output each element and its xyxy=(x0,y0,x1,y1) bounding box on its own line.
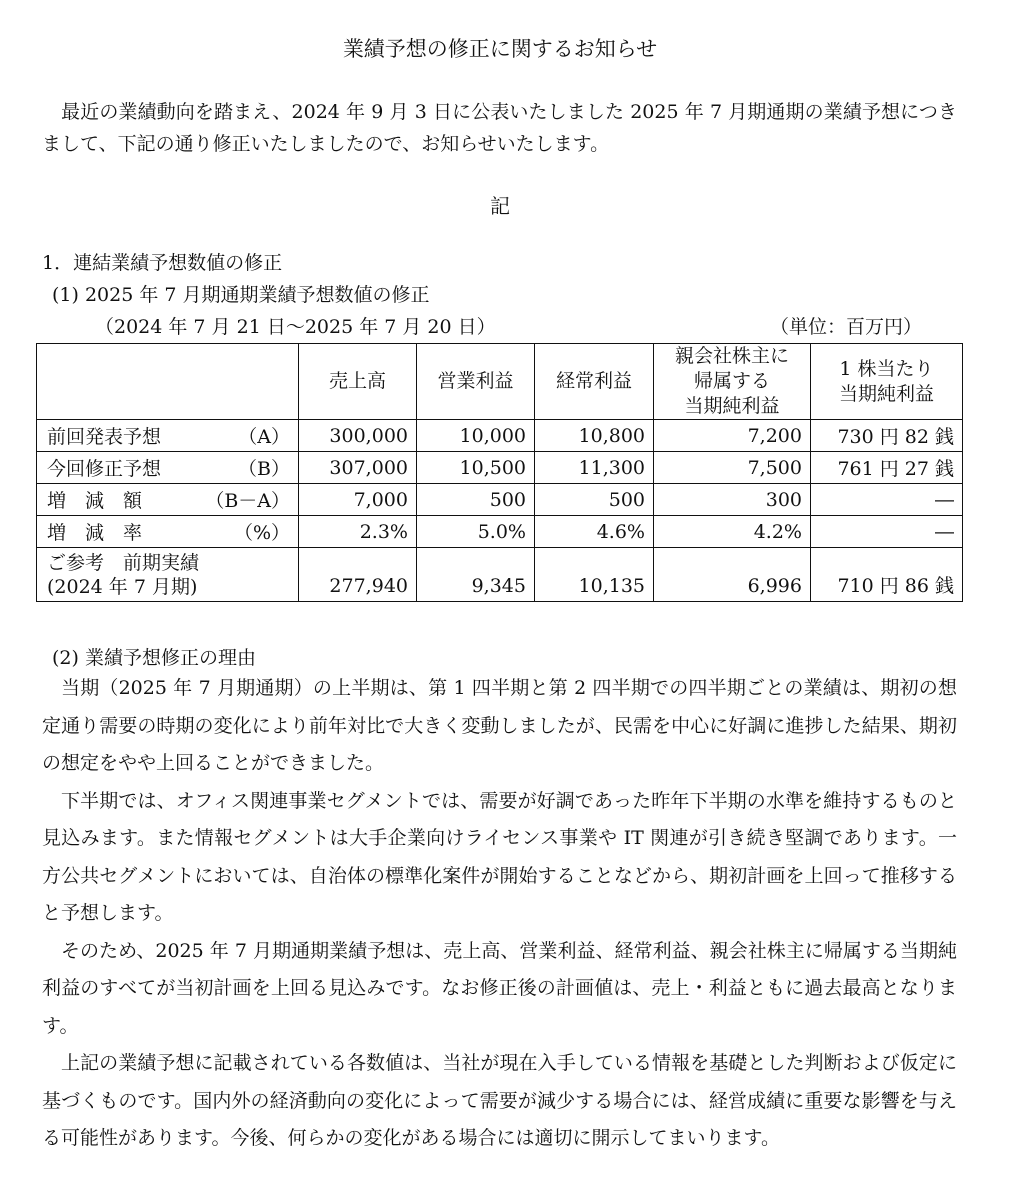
table-cell: 7,200 xyxy=(654,420,811,452)
table-cell: 5.0% xyxy=(417,516,535,548)
table-cell: 761 円 27 銭 xyxy=(811,452,963,484)
period-label: （2024 年 7 月 21 日～2025 年 7 月 20 日） xyxy=(95,316,496,338)
table-cell: 500 xyxy=(535,484,654,516)
table-cell: 2.3% xyxy=(299,516,417,548)
document-title: 業績予想の修正に関するお知らせ xyxy=(342,37,658,61)
table-cell: 300 xyxy=(654,484,811,516)
row-label-text: ご参考 前期実績 xyxy=(47,551,200,574)
row-label-suffix: （B） xyxy=(238,458,290,480)
reason-paragraph: 下半期では、オフィス関連事業セグメントでは、需要が好調であった昨年下半期の水準を維持するものと見込みます。また情報セグメントは大手企業向けライセンス事業や IT 関連が引き続き堅調であります。一方公共セグメントにおいては、自治体の標準化案件が開始することなどから、期初計画を上回って推移すると予想します。 xyxy=(42,789,957,924)
table-cell: 6,996 xyxy=(654,548,811,602)
header-cell xyxy=(37,344,299,420)
table-cell: 10,135 xyxy=(535,548,654,602)
row-label xyxy=(37,452,299,484)
intro-paragraph xyxy=(42,97,957,160)
table-row xyxy=(37,548,963,602)
section1-heading: 1．連結業績予想数値の修正 xyxy=(42,252,283,274)
header-cell xyxy=(811,344,963,420)
intro-text: 最近の業績動向を踏まえ、2024 年 9 月 3 日に公表いたしました 2025 年 7 月期通期の業績予想につきまして、下記の通り修正いたしましたので、お知らせいたします。 xyxy=(42,101,957,155)
row-label xyxy=(37,420,299,452)
header-cell xyxy=(417,344,535,420)
table-row xyxy=(37,420,963,452)
header-eps: 1 株当たり 当期純利益 xyxy=(838,357,934,405)
table-cell: 10,500 xyxy=(417,452,535,484)
table-cell: 300,000 xyxy=(299,420,417,452)
table-cell: 710 円 86 銭 xyxy=(811,548,963,602)
row-label-line2: (2024 年 7 月期) xyxy=(47,575,198,598)
row-label xyxy=(37,516,299,548)
row-label-suffix: （B－A） xyxy=(205,490,290,512)
header-cell xyxy=(299,344,417,420)
table-cell: ― xyxy=(811,516,963,548)
row-label xyxy=(37,484,299,516)
reason-paragraph: 当期（2025 年 7 月期通期）の上半期は、第 1 四半期と第 2 四半期での四半期ごとの業績は、期初の想定通り需要の時期の変化により前年対比で大きく変動しましたが、民需を中心に好調に進捗した結果、期初の想定をやや上回ることができました。 xyxy=(42,677,957,774)
reason-paragraph: 上記の業績予想に記載されている各数値は、当社が現在入手している情報を基礎とした判断および仮定に基づくものです。国内外の経済動向の変化によって需要が減少する場合には、経営成績に重要な影響を与える可能性があります。今後、何らかの変化がある場合には適切に開示してまいります。 xyxy=(42,1052,957,1149)
table-cell: 7,500 xyxy=(654,452,811,484)
table-cell: 10,800 xyxy=(535,420,654,452)
table-cell: 277,940 xyxy=(299,548,417,602)
table-cell: ― xyxy=(811,484,963,516)
row-label-suffix: （A） xyxy=(238,426,290,448)
row-label-text: 今回修正予想 xyxy=(47,458,162,480)
table-cell: 307,000 xyxy=(299,452,417,484)
row-label xyxy=(37,548,299,602)
row-label-text: 増 減 率 xyxy=(47,522,143,544)
table-cell: 10,000 xyxy=(417,420,535,452)
table-row xyxy=(37,452,963,484)
header-operating-profit: 営業利益 xyxy=(437,370,514,392)
header-cell xyxy=(654,344,811,420)
header-sales: 売上高 xyxy=(328,370,386,392)
row-label-text: 増 減 額 xyxy=(47,490,143,512)
table-row xyxy=(37,484,963,516)
table-cell: 4.2% xyxy=(654,516,811,548)
section1-subheading: (1) 2025 年 7 月期通期業績予想数値の修正 xyxy=(52,284,430,306)
table-cell: 7,000 xyxy=(299,484,417,516)
table-row xyxy=(37,516,963,548)
header-cell xyxy=(535,344,654,420)
section2-heading: (2) 業績予想修正の理由 xyxy=(52,647,256,669)
header-ordinary-profit: 経常利益 xyxy=(555,370,632,392)
reason-body xyxy=(42,670,957,1158)
ki-heading: 記 xyxy=(490,194,510,218)
reason-paragraph: そのため、2025 年 7 月期通期業績予想は、売上高、営業利益、経常利益、親会社株主に帰属する当期純利益のすべてが当初計画を上回る見込みです。なお修正後の計画値は、売上・利益ともに過去最高となります。 xyxy=(42,939,957,1037)
table-cell: 4.6% xyxy=(535,516,654,548)
forecast-table xyxy=(36,343,963,602)
header-net-income: 親会社株主に 帰属する 当期純利益 xyxy=(674,345,789,417)
unit-label: （単位：百万円） xyxy=(770,316,923,338)
table-cell: 500 xyxy=(417,484,535,516)
table-cell: 11,300 xyxy=(535,452,654,484)
row-label-suffix: （%） xyxy=(233,522,290,544)
table-cell: 730 円 82 銭 xyxy=(811,420,963,452)
row-label-text: 前回発表予想 xyxy=(47,426,162,448)
table-header-row xyxy=(37,344,963,420)
table-cell: 9,345 xyxy=(417,548,535,602)
